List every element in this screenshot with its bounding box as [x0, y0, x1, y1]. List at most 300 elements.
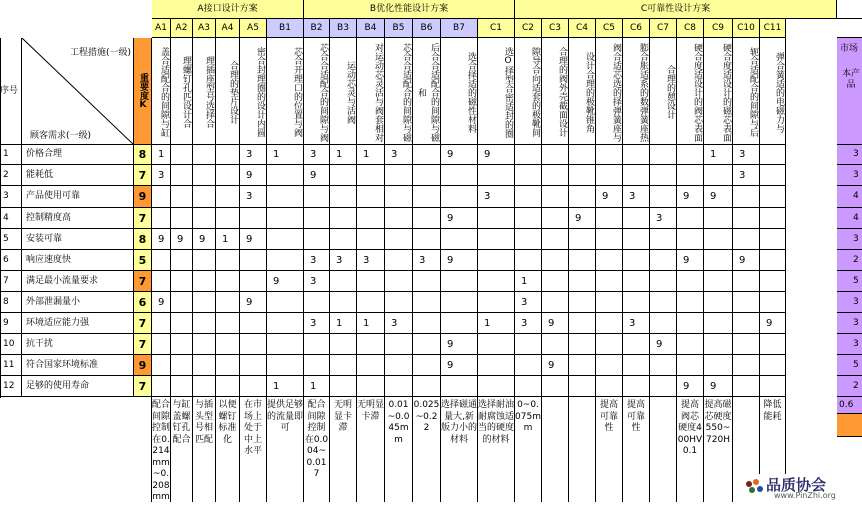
- relation-cell: [542, 229, 569, 250]
- relation-cell: [760, 271, 786, 292]
- relation-cell: [733, 292, 760, 313]
- importance-value: 7: [134, 313, 152, 334]
- relation-cell: 3: [304, 250, 330, 271]
- row-number: 5: [0, 229, 22, 250]
- relation-cell: [413, 313, 441, 334]
- relation-cell: [542, 334, 569, 355]
- relation-cell: 3: [733, 145, 760, 165]
- relation-cell: 3: [304, 313, 330, 334]
- target-value: 提高可靠性: [596, 397, 623, 502]
- measure-description: 硬合度适设计的阀芯表面: [677, 38, 704, 145]
- relation-cell: [569, 355, 596, 376]
- relation-cell: 9: [733, 250, 760, 271]
- relation-cell: [623, 145, 650, 165]
- relation-cell: [267, 165, 304, 186]
- measure-description: 理插座型号选择合: [193, 38, 216, 145]
- relation-cell: [623, 376, 650, 397]
- relation-cell: 9: [152, 229, 171, 250]
- relation-cell: [478, 208, 515, 229]
- measure-code: A2: [171, 19, 193, 38]
- relation-cell: [267, 313, 304, 334]
- relation-cell: [267, 334, 304, 355]
- relation-cell: [733, 229, 760, 250]
- relation-cell: [357, 165, 385, 186]
- relation-cell: [330, 355, 357, 376]
- relation-cell: 3: [515, 313, 542, 334]
- engineering-measures-label: 工程措施(一级): [69, 48, 131, 58]
- relation-cell: [330, 186, 357, 208]
- market-score: 5: [837, 271, 862, 292]
- importance-value: 8: [134, 229, 152, 250]
- relation-cell: [515, 145, 542, 165]
- market-score: 3: [837, 334, 862, 355]
- relation-cell: [760, 165, 786, 186]
- relation-cell: [216, 250, 240, 271]
- relation-cell: 3: [478, 186, 515, 208]
- relation-cell: [677, 313, 704, 334]
- relation-cell: [760, 334, 786, 355]
- target-value: [650, 397, 677, 502]
- relation-cell: 1: [267, 145, 304, 165]
- measure-code: A1: [152, 19, 171, 38]
- relation-cell: [515, 334, 542, 355]
- relation-cell: [760, 229, 786, 250]
- relation-cell: [357, 334, 385, 355]
- relation-cell: [441, 271, 478, 292]
- relation-cell: [267, 208, 304, 229]
- relation-cell: 9: [267, 271, 304, 292]
- relation-cell: [441, 292, 478, 313]
- relation-cell: 9: [677, 376, 704, 397]
- relation-cell: [760, 250, 786, 271]
- relation-cell: [240, 334, 267, 355]
- relation-cell: [413, 145, 441, 165]
- target-value: [569, 397, 596, 502]
- relation-cell: [733, 313, 760, 334]
- measure-code: C8: [677, 19, 704, 38]
- logo-url: www.PinZhi.org: [774, 491, 836, 500]
- relation-cell: 9: [478, 145, 515, 165]
- relation-cell: [193, 208, 216, 229]
- row-number: 8: [0, 292, 22, 313]
- relation-cell: [152, 355, 171, 376]
- relation-cell: [216, 292, 240, 313]
- relation-cell: [413, 376, 441, 397]
- customer-need: 抗干扰: [22, 334, 134, 355]
- relation-cell: 9: [441, 250, 478, 271]
- importance-value: 6: [134, 292, 152, 313]
- customer-need: 响应速度快: [22, 250, 134, 271]
- target-value: 在市场上处于中上水平: [240, 397, 267, 502]
- relation-cell: [267, 229, 304, 250]
- relation-cell: [569, 165, 596, 186]
- relation-cell: [596, 376, 623, 397]
- market-footer-accent: [837, 414, 862, 437]
- relation-cell: [171, 186, 193, 208]
- relation-cell: 1: [357, 313, 385, 334]
- relation-cell: [596, 334, 623, 355]
- customer-need: 产品使用可靠: [22, 186, 134, 208]
- relation-cell: [267, 250, 304, 271]
- measure-code: A3: [193, 19, 216, 38]
- relation-cell: [193, 376, 216, 397]
- relation-cell: [677, 334, 704, 355]
- measure-code: B2: [304, 19, 330, 38]
- measure-description: 弹合簧适的电磁力与: [760, 38, 786, 145]
- relation-cell: [193, 313, 216, 334]
- target-value: 0.01~0.045mm: [385, 397, 413, 502]
- relation-cell: [385, 165, 413, 186]
- relation-cell: [542, 208, 569, 229]
- relation-cell: [650, 145, 677, 165]
- relation-cell: [385, 355, 413, 376]
- row-number: 10: [0, 334, 22, 355]
- row-number: 7: [0, 271, 22, 292]
- measure-description: 密合封理圈的设计内圆: [240, 38, 267, 145]
- relation-cell: [704, 313, 733, 334]
- measure-description: 运动芯灵与活阀: [330, 38, 357, 145]
- target-value: 0.025~0.22: [413, 397, 441, 502]
- customer-need: 控制精度高: [22, 208, 134, 229]
- relation-cell: [171, 165, 193, 186]
- row-number: 9: [0, 313, 22, 334]
- measure-code: B4: [357, 19, 385, 38]
- relation-cell: [171, 334, 193, 355]
- relation-cell: [385, 271, 413, 292]
- target-value: 与缸盖螺钉孔配合: [171, 397, 193, 502]
- relation-cell: 9: [441, 334, 478, 355]
- relation-cell: [650, 355, 677, 376]
- relation-cell: [330, 376, 357, 397]
- relation-cell: [650, 250, 677, 271]
- relation-cell: [650, 292, 677, 313]
- relation-cell: [441, 165, 478, 186]
- relation-cell: [650, 271, 677, 292]
- measure-code: C5: [596, 19, 623, 38]
- relation-cell: [515, 355, 542, 376]
- relation-cell: [515, 165, 542, 186]
- measure-code: C4: [569, 19, 596, 38]
- customer-need: 能耗低: [22, 165, 134, 186]
- relation-cell: [733, 271, 760, 292]
- relation-cell: 1: [357, 145, 385, 165]
- relation-cell: [650, 165, 677, 186]
- relation-cell: [515, 186, 542, 208]
- relation-cell: [193, 355, 216, 376]
- market-score: 3: [837, 313, 862, 334]
- target-value: 选择磁通量大,新版力小的材料: [441, 397, 478, 502]
- measure-description: 盖合适配合的间隙与缸: [152, 38, 171, 145]
- relation-cell: [193, 186, 216, 208]
- relation-cell: [304, 334, 330, 355]
- measure-code: C6: [623, 19, 650, 38]
- row-number: 4: [0, 208, 22, 229]
- relation-cell: 1: [478, 313, 515, 334]
- relation-cell: [515, 250, 542, 271]
- relation-cell: 9: [304, 165, 330, 186]
- seq-header: 序号: [0, 38, 22, 145]
- relation-cell: [330, 271, 357, 292]
- relation-cell: [569, 145, 596, 165]
- relation-cell: [413, 334, 441, 355]
- target-value: 配合间隙控制在0.214mm~0.208mm: [152, 397, 171, 502]
- relation-cell: [385, 292, 413, 313]
- relation-cell: 9: [441, 145, 478, 165]
- relation-cell: [478, 292, 515, 313]
- relation-cell: [357, 208, 385, 229]
- customer-need: 足够的使用寿命: [22, 376, 134, 397]
- relation-cell: [569, 292, 596, 313]
- customer-need: 外部泄漏量小: [22, 292, 134, 313]
- relation-cell: [240, 355, 267, 376]
- relation-cell: 9: [240, 292, 267, 313]
- relation-cell: [760, 208, 786, 229]
- relation-cell: 9: [677, 250, 704, 271]
- measure-description: 理螺钉孔匹设计合: [171, 38, 193, 145]
- market-footer-value: 0.6: [837, 397, 862, 414]
- relation-cell: [193, 334, 216, 355]
- relation-cell: [413, 271, 441, 292]
- relation-cell: [152, 376, 171, 397]
- relation-cell: [704, 271, 733, 292]
- relation-cell: [704, 250, 733, 271]
- target-value: 降低能耗: [760, 397, 786, 502]
- market-score: 4: [837, 186, 862, 208]
- relation-cell: [596, 271, 623, 292]
- relation-cell: [478, 229, 515, 250]
- relation-cell: 3: [152, 165, 171, 186]
- measure-code: C10: [733, 19, 760, 38]
- relation-cell: [240, 376, 267, 397]
- relation-cell: [596, 145, 623, 165]
- relation-cell: [542, 145, 569, 165]
- importance-value: 8: [134, 145, 152, 165]
- row-number: 3: [0, 186, 22, 208]
- relation-cell: [733, 208, 760, 229]
- measure-code: B3: [330, 19, 357, 38]
- relation-cell: 9: [542, 355, 569, 376]
- relation-cell: [304, 186, 330, 208]
- relation-cell: [704, 334, 733, 355]
- logo: [740, 474, 862, 502]
- relation-cell: [330, 165, 357, 186]
- relation-cell: [152, 334, 171, 355]
- measure-description: 选O择型合密适封的圈: [478, 38, 515, 145]
- relation-cell: [596, 355, 623, 376]
- relation-cell: [267, 292, 304, 313]
- relation-cell: 1: [704, 145, 733, 165]
- measure-description: 合理的憩设计: [650, 38, 677, 145]
- relation-cell: 9: [569, 208, 596, 229]
- relation-cell: [760, 376, 786, 397]
- relation-cell: [171, 376, 193, 397]
- relation-cell: [267, 186, 304, 208]
- target-value: 提高可靠性: [623, 397, 650, 502]
- relation-cell: 3: [623, 313, 650, 334]
- relation-cell: [569, 334, 596, 355]
- market-score: 4: [837, 208, 862, 229]
- relation-cell: [413, 355, 441, 376]
- relation-cell: [413, 229, 441, 250]
- relation-cell: [330, 208, 357, 229]
- relation-cell: [677, 355, 704, 376]
- relation-cell: [478, 271, 515, 292]
- measure-code: A5: [240, 19, 267, 38]
- measure-description: 硬合度适设计的磁芯表面: [704, 38, 733, 145]
- relation-cell: 9: [441, 208, 478, 229]
- relation-cell: [385, 208, 413, 229]
- market-score: 2: [837, 376, 862, 397]
- relation-cell: 9: [596, 186, 623, 208]
- customer-need: 安装可靠: [22, 229, 134, 250]
- target-value: 提供足够的流量即可: [267, 397, 304, 502]
- relation-cell: [478, 376, 515, 397]
- relation-cell: 9: [650, 334, 677, 355]
- relation-cell: [304, 229, 330, 250]
- relation-cell: [304, 292, 330, 313]
- customer-needs-label: 顾客需求(一级): [30, 131, 92, 141]
- measure-code: B7: [441, 19, 478, 38]
- scheme-a-header: A接口设计方案: [152, 0, 304, 19]
- relation-cell: [596, 313, 623, 334]
- importance-value: 5: [134, 250, 152, 271]
- relation-cell: [357, 355, 385, 376]
- relation-cell: 9: [542, 313, 569, 334]
- relation-cell: [330, 334, 357, 355]
- relation-cell: [193, 165, 216, 186]
- measure-code: C3: [542, 19, 569, 38]
- relation-cell: [216, 355, 240, 376]
- relation-cell: [441, 186, 478, 208]
- relation-cell: 3: [304, 145, 330, 165]
- measure-code: C2: [515, 19, 542, 38]
- relation-cell: [216, 165, 240, 186]
- market-score: 3: [837, 229, 862, 250]
- measure-description: 隙导合向适套的极靴间: [515, 38, 542, 145]
- scheme-c-header: C可靠性设计方案: [515, 0, 837, 19]
- market-top-blank: [837, 0, 862, 19]
- relation-cell: 9: [760, 313, 786, 334]
- relation-cell: [441, 229, 478, 250]
- relation-cell: 9: [441, 355, 478, 376]
- relation-cell: [623, 292, 650, 313]
- relation-cell: 1: [515, 271, 542, 292]
- relation-cell: 1: [267, 376, 304, 397]
- market-score: 2: [837, 250, 862, 271]
- importance-value: 9: [134, 186, 152, 208]
- logo-title: 品质协会: [766, 476, 827, 494]
- relation-cell: 3: [240, 186, 267, 208]
- relation-cell: 3: [650, 208, 677, 229]
- relation-cell: [193, 292, 216, 313]
- relation-cell: 3: [623, 186, 650, 208]
- relation-cell: [413, 165, 441, 186]
- relation-cell: 3: [515, 292, 542, 313]
- measure-description: 轭合适配合的间隙与后: [733, 38, 760, 145]
- relation-cell: 3: [240, 145, 267, 165]
- target-value: 无明显卡滞: [357, 397, 385, 502]
- relation-cell: [760, 186, 786, 208]
- relation-cell: [677, 208, 704, 229]
- relation-cell: 1: [152, 145, 171, 165]
- measure-code: C7: [650, 19, 677, 38]
- measure-description: 芯合合适配合的间隙与磁: [385, 38, 413, 145]
- measure-code: A4: [216, 19, 240, 38]
- relation-cell: [171, 313, 193, 334]
- relation-cell: [216, 208, 240, 229]
- relation-cell: [193, 271, 216, 292]
- relation-cell: [413, 186, 441, 208]
- relation-cell: 1: [304, 376, 330, 397]
- relation-cell: [542, 250, 569, 271]
- relation-cell: [171, 208, 193, 229]
- target-value: [542, 397, 569, 502]
- relation-cell: [704, 292, 733, 313]
- relation-cell: 3: [385, 313, 413, 334]
- relation-cell: [515, 376, 542, 397]
- relation-cell: [171, 355, 193, 376]
- relation-cell: [478, 355, 515, 376]
- relation-cell: [240, 313, 267, 334]
- relation-cell: [171, 271, 193, 292]
- relation-cell: 3: [330, 250, 357, 271]
- relation-cell: [704, 355, 733, 376]
- measure-description: 设计合理的极靴锥角: [569, 38, 596, 145]
- relation-cell: [152, 313, 171, 334]
- relation-cell: [596, 292, 623, 313]
- requirement-header-block: [22, 38, 134, 145]
- relation-cell: 9: [704, 376, 733, 397]
- relation-cell: [193, 250, 216, 271]
- relation-cell: [304, 208, 330, 229]
- customer-need: 价格合理: [22, 145, 134, 165]
- customer-need: 环境适应能力强: [22, 313, 134, 334]
- relation-cell: [650, 376, 677, 397]
- relation-cell: [171, 145, 193, 165]
- target-value: 以便螺钉标准化: [216, 397, 240, 502]
- row-number: 12: [0, 376, 22, 397]
- relation-cell: [569, 313, 596, 334]
- relation-cell: 9: [240, 165, 267, 186]
- relation-cell: [385, 334, 413, 355]
- relation-cell: [216, 313, 240, 334]
- relation-cell: [569, 271, 596, 292]
- relation-cell: [385, 250, 413, 271]
- relation-cell: [478, 165, 515, 186]
- relation-cell: [569, 376, 596, 397]
- relation-cell: [650, 186, 677, 208]
- relation-cell: [441, 313, 478, 334]
- market-header-sub: 本产品: [841, 69, 860, 90]
- relation-cell: 9: [152, 292, 171, 313]
- market-header-title: 市场: [840, 44, 859, 54]
- relation-cell: 9: [677, 186, 704, 208]
- relation-cell: [171, 292, 193, 313]
- row-number: 6: [0, 250, 22, 271]
- relation-cell: [413, 208, 441, 229]
- importance-value: 7: [134, 165, 152, 186]
- relation-cell: [623, 208, 650, 229]
- relation-cell: [733, 376, 760, 397]
- market-score: 5: [837, 355, 862, 376]
- relation-cell: [152, 250, 171, 271]
- relation-cell: 3: [385, 145, 413, 165]
- relation-cell: [542, 376, 569, 397]
- relation-cell: [216, 334, 240, 355]
- target-value: 0~0.075mm: [515, 397, 542, 502]
- relation-cell: 1: [330, 145, 357, 165]
- relation-cell: [240, 271, 267, 292]
